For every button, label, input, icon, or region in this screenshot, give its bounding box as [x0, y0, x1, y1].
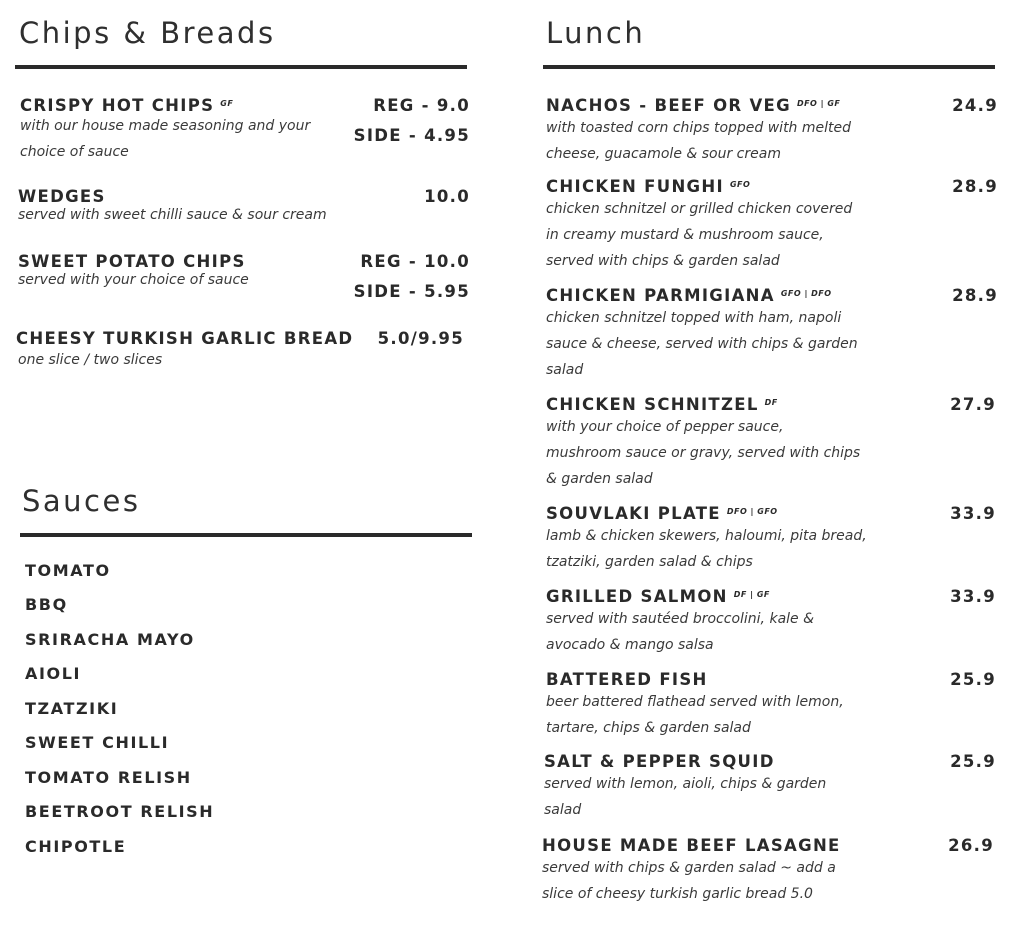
item-name: SOUVLAKI PLATE: [546, 504, 721, 523]
item-name: HOUSE MADE BEEF LASAGNE: [542, 836, 841, 855]
item-name: CRISPY HOT CHIPS: [20, 96, 215, 115]
item-description: served with lemon, aioli, chips & garden salad: [544, 776, 827, 818]
menu-item-battered-fish: [546, 670, 998, 745]
item-price-reg: REG - 10.0: [360, 252, 470, 271]
item-description: served with sautéed broccolini, kale & avocado & mango salsa: [546, 611, 815, 653]
sauce-item: TOMATO RELISH: [25, 768, 192, 787]
item-name: SWEET POTATO CHIPS: [18, 252, 246, 271]
item-price: 5.0/9.95: [377, 329, 464, 348]
item-price: 28.9: [952, 286, 998, 305]
menu-item-grilled-salmon: [546, 587, 998, 662]
item-name: BATTERED FISH: [546, 670, 708, 689]
menu-item-nachos: [546, 96, 998, 168]
item-price: 27.9: [950, 395, 996, 414]
chips-breads-title: Chips & Breads: [19, 16, 276, 50]
sauces-divider: [20, 533, 472, 537]
lunch-divider: [543, 65, 995, 69]
sauce-item: SWEET CHILLI: [25, 733, 170, 752]
item-price: 33.9: [950, 587, 996, 606]
menu-item-cheesy-turkish-garlic-bread: [16, 329, 466, 374]
menu-item-house-made-beef-lasagne: [542, 836, 994, 911]
item-price: 10.0: [424, 187, 470, 206]
dietary-tag: GFO: [729, 180, 751, 189]
item-price: 26.9: [948, 836, 994, 855]
item-description: served with sweet chilli sauce & sour cream: [18, 207, 327, 223]
item-price-side: SIDE - 5.95: [353, 282, 470, 301]
item-name: CHEESY TURKISH GARLIC BREAD: [16, 329, 354, 348]
menu-item-souvlaki-plate: [546, 504, 998, 579]
item-price: 25.9: [950, 670, 996, 689]
menu-item-chicken-parmigiana: [546, 286, 998, 386]
sauces-title: Sauces: [22, 484, 141, 518]
menu-item-salt-pepper-squid: [544, 752, 996, 827]
item-price: 28.9: [952, 177, 998, 196]
item-description: served with your choice of sauce: [18, 272, 249, 288]
item-description: with toasted corn chips topped with melted cheese, guacamole & sour cream: [546, 120, 852, 162]
item-description: lamb & chicken skewers, haloumi, pita bread, tzatziki, garden salad & chips: [546, 528, 867, 570]
item-description: served with chips & garden salad ~ add a slice of cheesy turkish garlic bread 5.0: [542, 860, 836, 902]
item-price-side: SIDE - 4.95: [353, 126, 470, 145]
dietary-tag: DF | GF: [733, 590, 770, 599]
sauce-item: SRIRACHA MAYO: [25, 630, 195, 649]
item-name: CHICKEN SCHNITZEL: [546, 395, 759, 414]
dietary-tag: DFO | GF: [796, 99, 841, 108]
chips-breads-divider: [15, 65, 467, 69]
item-name: NACHOS - BEEF OR VEG: [546, 96, 791, 115]
item-price: 25.9: [950, 752, 996, 771]
item-name: GRILLED SALMON: [546, 587, 728, 606]
item-price: 33.9: [950, 504, 996, 523]
item-price-reg: REG - 9.0: [373, 96, 470, 115]
item-description: chicken schnitzel or grilled chicken covered in creamy mustard & mushroom sauce, served with chips & garden salad: [546, 201, 853, 269]
sauce-item: TOMATO: [25, 561, 111, 580]
item-name: CHICKEN PARMIGIANA: [546, 286, 775, 305]
dietary-tag: GF: [220, 99, 234, 108]
item-description: one slice / two slices: [18, 352, 163, 368]
menu-item-sweet-potato-chips: [18, 252, 470, 312]
item-description: beer battered flathead served with lemon, tartare, chips & garden salad: [546, 694, 844, 736]
lunch-title: Lunch: [546, 16, 646, 50]
item-price: 24.9: [952, 96, 998, 115]
item-name: CHICKEN FUNGHI: [546, 177, 724, 196]
sauce-item: BBQ: [25, 595, 68, 614]
item-name: WEDGES: [18, 187, 106, 206]
item-description: chicken schnitzel topped with ham, napoli sauce & cheese, served with chips & garden salad: [546, 310, 858, 378]
dietary-tag: DF: [764, 398, 778, 407]
item-name: SALT & PEPPER SQUID: [544, 752, 775, 771]
sauce-item: CHIPOTLE: [25, 837, 127, 856]
item-description: with your choice of pepper sauce, mushroom sauce or gravy, served with chips & garden salad: [546, 419, 861, 487]
sauce-item: AIOLI: [25, 664, 82, 683]
menu-item-wedges: [18, 187, 470, 232]
item-description: with our house made seasoning and your choice of sauce: [20, 118, 311, 160]
sauce-item: BEETROOT RELISH: [25, 802, 215, 821]
sauce-item: TZATZIKI: [25, 699, 119, 718]
dietary-tag: GFO | DFO: [780, 289, 832, 298]
menu-item-crispy-hot-chips: [20, 96, 470, 166]
dietary-tag: DFO | GFO: [726, 507, 778, 516]
menu-item-chicken-schnitzel: [546, 395, 998, 495]
menu-item-chicken-funghi: [546, 177, 998, 277]
